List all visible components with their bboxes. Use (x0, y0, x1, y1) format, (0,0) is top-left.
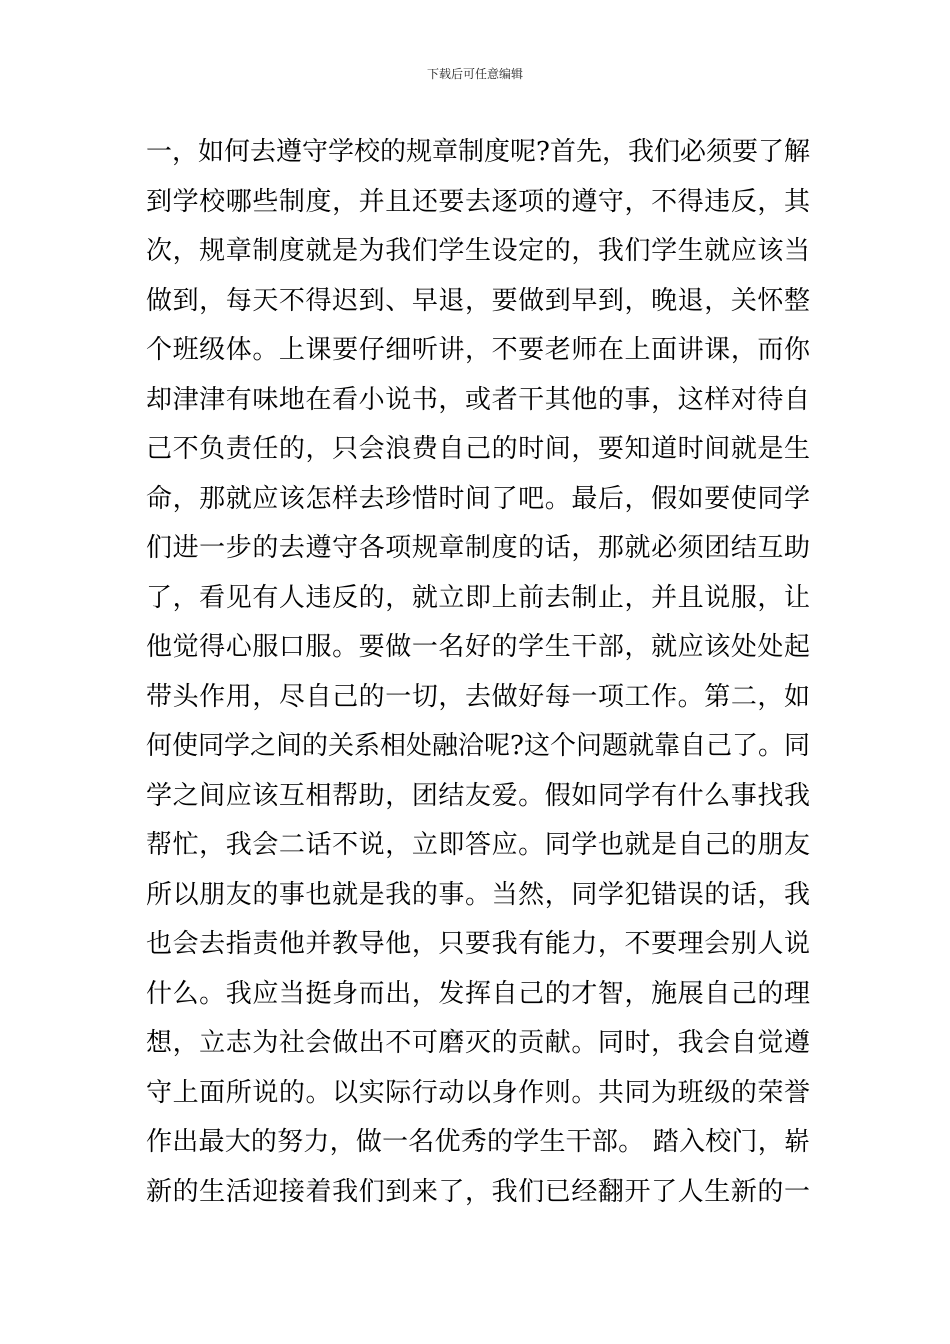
text-line: 学之间应该互相帮助，团结友爱。假如同学有什么事找我 (146, 780, 810, 811)
text-line: 一，如何去遵守学校的规章制度呢?首先，我们必须要了解 (146, 137, 810, 167)
text-line: 到学校哪些制度，并且还要去逐项的遵守，不得违反，其 (146, 186, 810, 217)
text-line: 何使同学之间的关系相处融洽呢?这个问题就靠自己了。同 (146, 731, 810, 761)
text-line: 帮忙，我会二话不说，立即答应。同学也就是自己的朋友 (146, 830, 810, 860)
text-line: 他觉得心服口服。要做一名好的学生干部，就应该处处起 (146, 632, 810, 662)
text-line: 个班级体。上课要仔细听讲，不要老师在上面讲课，而你 (146, 335, 810, 365)
text-line: 了，看见有人违反的，就立即上前去制止，并且说服，让 (146, 582, 810, 613)
text-line: 却津津有味地在看小说书，或者干其他的事，这样对待自 (146, 384, 810, 415)
text-line: 作出最大的努力，做一名优秀的学生干部。 踏入校门，崭 (146, 1127, 810, 1157)
body-text (146, 128, 810, 1217)
text-line: 命，那就应该怎样去珍惜时间了吧。最后，假如要使同学 (146, 483, 810, 514)
text-line: 次，规章制度就是为我们学生设定的，我们学生就应该当 (146, 236, 810, 266)
text-line: 什么。我应当挺身而出，发挥自己的才智，施展自己的理 (146, 978, 810, 1009)
text-line: 们进一步的去遵守各项规章制度的话，那就必须团结互助 (146, 533, 810, 563)
text-line: 想，立志为社会做出不可磨灭的贡献。同时，我会自觉遵 (146, 1028, 810, 1058)
text-line: 也会去指责他并教导他，只要我有能力，不要理会别人说 (146, 929, 810, 959)
text-line: 做到，每天不得迟到、早退，要做到早到，晚退，关怀整 (146, 285, 810, 316)
text-line: 新的生活迎接着我们到来了，我们已经翻开了人生新的一 (146, 1176, 810, 1207)
text-line: 守上面所说的。以实际行动以身作则。共同为班级的荣誉 (146, 1077, 810, 1108)
page-header: 下载后可任意编辑 (426, 67, 523, 81)
text-line: 所以朋友的事也就是我的事。当然，同学犯错误的话，我 (146, 879, 810, 910)
text-line: 带头作用，尽自己的一切，去做好每一项工作。第二，如 (146, 681, 810, 712)
text-line: 己不负责任的，只会浪费自己的时间，要知道时间就是生 (146, 434, 810, 464)
